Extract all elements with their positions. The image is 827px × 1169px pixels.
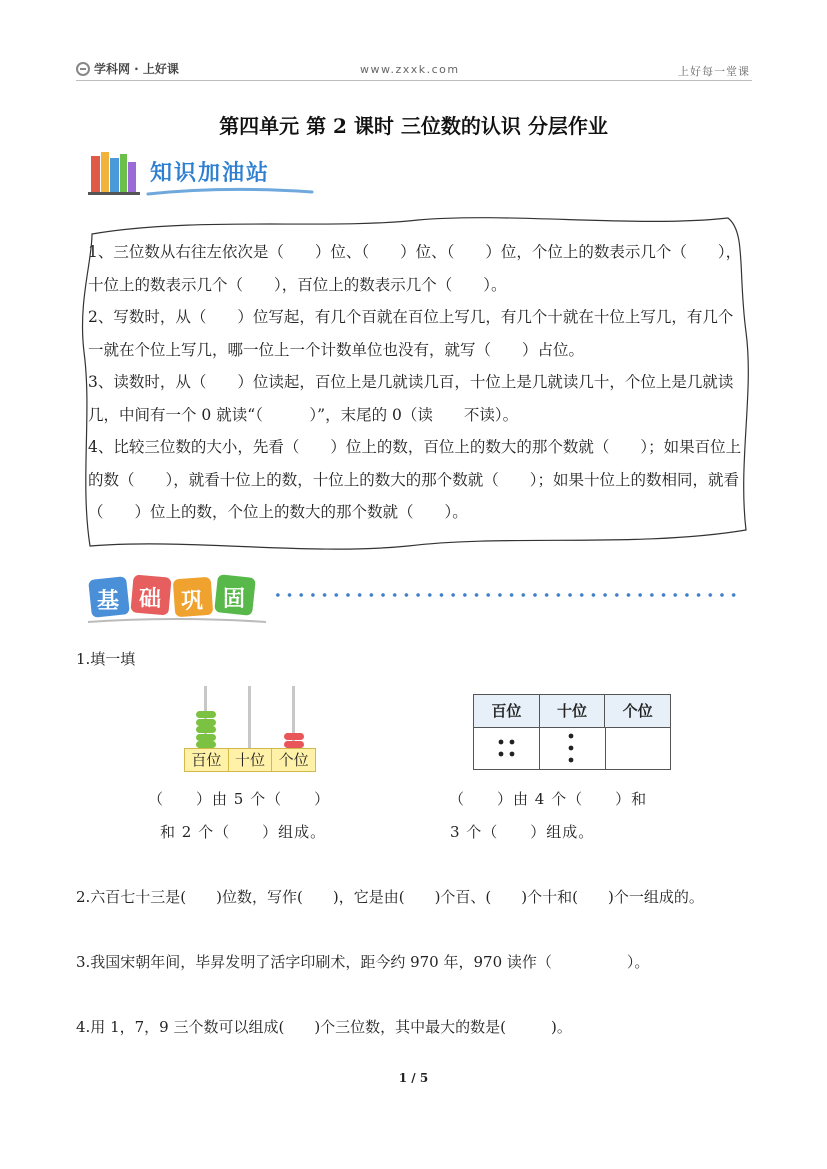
abacus-label-ones: 个位 bbox=[278, 751, 309, 769]
basic-banner-char-4: 固 bbox=[223, 587, 246, 612]
abacus-caption-1: （ ）由 5 个（ ） bbox=[148, 790, 331, 808]
knowledge-item-2: 2、写数时，从（ ）位写起，有几个百就在百位上写几，有几个十就在十位上写几，有几个一就在个位上写几，哪一位上一个计数单位也没有，就写（ ）占位。 bbox=[88, 308, 734, 359]
abacus-bead-red bbox=[284, 733, 304, 740]
place-value-table bbox=[473, 694, 671, 770]
logo-text: 学科网 · 上好课 bbox=[94, 62, 179, 76]
question-2: 2.六百七十三是( )位数，写作( )，它是由( )个百、( )个十和( )个一组成的。 bbox=[76, 888, 704, 906]
abacus-bead-green bbox=[196, 741, 216, 748]
abacus-bead-green bbox=[196, 726, 216, 733]
knowledge-item-3: 3、读数时，从（ ）位读起，百位上是几就读几百，十位上是几就读几十，个位上是几就读几，中间有一个 0 就读“（ ）”，末尾的 0（读 不读）。 bbox=[88, 373, 734, 424]
question-3: 3.我国宋朝年间，毕昇发明了活字印刷术，距今约 970 年，970 读作（ ）。 bbox=[76, 953, 650, 971]
header-slogan: 上好每一堂课 bbox=[678, 65, 750, 78]
basic-banner-char-2: 础 bbox=[139, 587, 162, 612]
abacus-rod-tens bbox=[248, 686, 251, 748]
dots-hundreds bbox=[474, 728, 539, 769]
table-caption-1: （ ）由 4 个（ ）和 bbox=[449, 790, 648, 808]
knowledge-banner-title: 知识加油站 bbox=[150, 161, 271, 186]
table-caption-2: 3 个（ ）组成。 bbox=[450, 823, 595, 841]
abacus bbox=[184, 686, 316, 774]
table-header-hundreds: 百位 bbox=[474, 695, 540, 727]
header-url: www.zxxk.com bbox=[360, 63, 460, 76]
dotted-separator bbox=[272, 593, 742, 597]
knowledge-banner bbox=[88, 148, 318, 198]
table-cell-hundreds bbox=[474, 728, 540, 769]
table-cell-ones bbox=[606, 728, 670, 769]
books-icon bbox=[88, 148, 148, 198]
table-cell-tens bbox=[540, 728, 606, 769]
abacus-bead-green bbox=[196, 734, 216, 741]
page-title: 第四单元 第 2 课时 三位数的认识 分层作业 bbox=[219, 114, 608, 138]
table-header-ones: 个位 bbox=[622, 702, 653, 720]
abacus-label-hundreds: 百位 bbox=[185, 749, 229, 771]
abacus-beads-ones bbox=[284, 733, 304, 748]
basic-banner-char-3: 巩 bbox=[181, 589, 204, 614]
banner-underline bbox=[146, 186, 316, 198]
page-number: 1 / 5 bbox=[398, 1071, 429, 1085]
logo-icon bbox=[76, 62, 90, 76]
table-dots-row bbox=[474, 728, 670, 769]
basic-banner bbox=[86, 572, 276, 626]
site-logo bbox=[76, 60, 179, 77]
basic-banner-char-1: 基 bbox=[97, 589, 120, 614]
abacus-bead-green bbox=[196, 719, 216, 726]
knowledge-item-1: 1、三位数从右往左依次是（ ）位、（ ）位、（ ）位，个位上的数表示几个（ ），十位上的数表示几个（ ），百位上的数表示几个（ ）。 bbox=[88, 243, 742, 294]
dots-tens bbox=[540, 728, 605, 769]
abacus-beads-hundreds bbox=[196, 711, 216, 749]
abacus-label-tens: 十位 bbox=[229, 749, 273, 771]
abacus-bead-red bbox=[284, 741, 304, 748]
table-header-tens: 十位 bbox=[540, 695, 606, 727]
knowledge-list bbox=[88, 236, 748, 529]
abacus-bead-green bbox=[196, 711, 216, 718]
table-header-row bbox=[474, 695, 670, 728]
abacus-base bbox=[184, 748, 316, 772]
knowledge-item-4: 4、比较三位数的大小，先看（ ）位上的数，百位上的数大的那个数就（ ）；如果百位上的数（ ），就看十位上的数，十位上的数大的那个数就（ ）；如果十位上的数相同，就看（ ）位上的数，个位上的数大的那个数就（ ）。 bbox=[88, 438, 742, 521]
abacus-caption-2: 和 2 个（ ）组成。 bbox=[160, 823, 327, 841]
question-4: 4.用 1，7，9 三个数可以组成( )个三位数，其中最大的数是( )。 bbox=[76, 1018, 572, 1036]
header-divider bbox=[76, 80, 752, 81]
q1-label: 1.填一填 bbox=[76, 650, 136, 668]
